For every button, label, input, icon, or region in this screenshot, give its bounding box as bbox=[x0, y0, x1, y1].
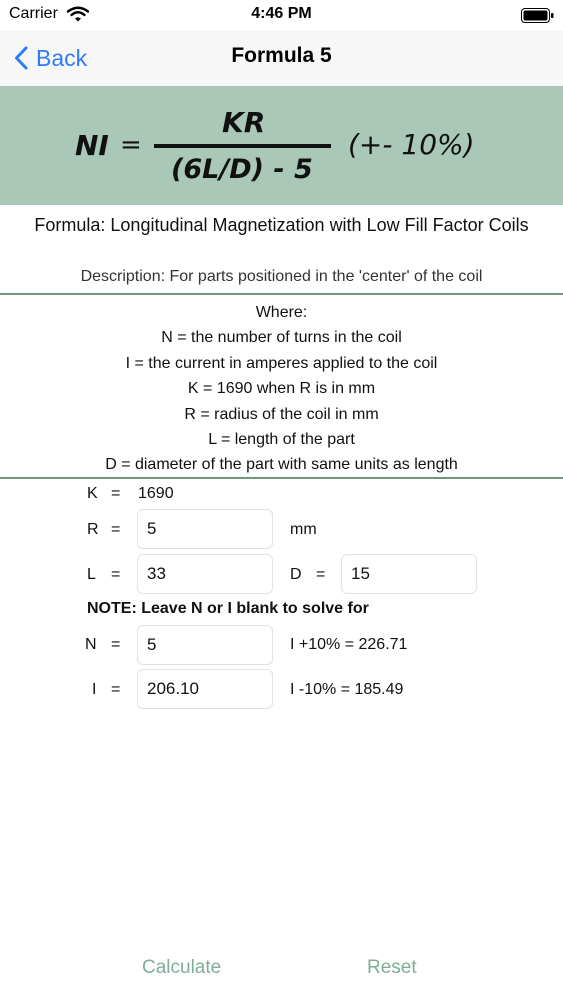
r-equals: = bbox=[111, 521, 121, 538]
formula-name: Formula: Longitudinal Magnetization with Low Fill Factor Coils bbox=[34, 215, 529, 235]
n-label: N bbox=[85, 636, 97, 653]
l-input[interactable] bbox=[137, 554, 273, 594]
l-equals: = bbox=[111, 566, 121, 583]
divider-bottom bbox=[0, 477, 563, 479]
carrier-label: Carrier bbox=[9, 5, 58, 22]
formula-denominator: (6L/D) - 5 bbox=[171, 154, 313, 185]
formula-tolerance: (+- 10%) bbox=[348, 128, 475, 161]
navigation-bar bbox=[0, 30, 563, 86]
d-input[interactable] bbox=[341, 554, 477, 594]
r-label: R bbox=[87, 521, 99, 538]
status-bar bbox=[0, 0, 563, 30]
solve-note: NOTE: Leave N or I blank to solve for bbox=[87, 600, 369, 617]
n-equals: = bbox=[111, 636, 121, 653]
k-value: 1690 bbox=[138, 485, 174, 502]
back-label: Back bbox=[36, 44, 88, 71]
where-line-n: N = the number of turns in the coil bbox=[161, 329, 402, 347]
status-time: 4:46 PM bbox=[251, 5, 312, 22]
where-line-k: K = 1690 when R is in mm bbox=[187, 380, 376, 398]
where-line-l: L = length of the part bbox=[208, 431, 355, 449]
i-equals: = bbox=[111, 681, 121, 698]
calculate-button[interactable]: Calculate bbox=[142, 957, 222, 978]
page-title: Formula 5 bbox=[231, 44, 332, 67]
i-input[interactable] bbox=[137, 669, 273, 709]
k-label: K bbox=[87, 485, 98, 502]
where-heading: Where: bbox=[255, 304, 308, 321]
i-plus-10-result: I +10% = 226.71 bbox=[290, 636, 408, 653]
formula-description: Description: For parts positioned in the 'center' of the coil bbox=[80, 268, 483, 285]
n-input[interactable] bbox=[137, 625, 273, 665]
d-equals: = bbox=[316, 566, 326, 583]
where-line-i: I = the current in amperes applied to the coil bbox=[125, 354, 438, 372]
formula-lhs: NI bbox=[75, 129, 109, 162]
where-line-d: D = diameter of the part with same units as length bbox=[105, 456, 458, 474]
divider-top bbox=[0, 293, 563, 295]
l-label: L bbox=[87, 566, 96, 583]
k-equals: = bbox=[111, 485, 121, 502]
where-line-r: R = radius of the coil in mm bbox=[184, 405, 379, 423]
formula-numerator: KR bbox=[222, 106, 266, 139]
r-unit: mm bbox=[290, 521, 317, 538]
fraction-bar bbox=[154, 144, 331, 148]
i-label: I bbox=[92, 681, 97, 698]
d-label: D bbox=[290, 566, 302, 583]
i-minus-10-result: I -10% = 185.49 bbox=[290, 681, 404, 698]
where-legend bbox=[0, 300, 563, 478]
formula-banner bbox=[0, 86, 563, 205]
battery-icon bbox=[521, 8, 554, 23]
reset-button[interactable]: Reset bbox=[367, 957, 417, 978]
r-input[interactable] bbox=[137, 509, 273, 549]
formula-equals: = bbox=[120, 130, 142, 160]
